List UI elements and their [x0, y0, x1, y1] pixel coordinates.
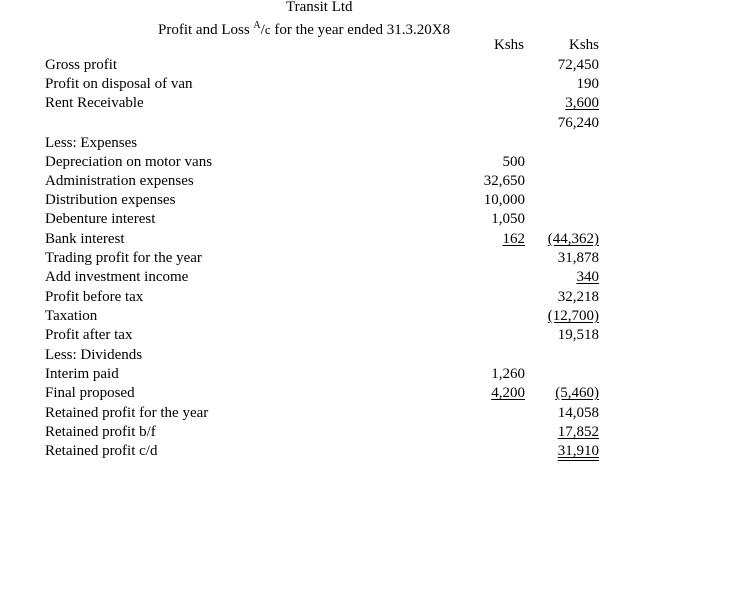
- row-label: Profit before tax: [45, 289, 144, 305]
- row-label: Debenture interest: [45, 211, 156, 227]
- statement-row: [45, 307, 605, 326]
- statement-row: [45, 210, 605, 229]
- row-value-col1: 500: [502, 154, 525, 170]
- statement-row: [45, 404, 605, 423]
- row-value-col2: (12,700): [547, 308, 599, 324]
- row-label: Trading profit for the year: [45, 250, 202, 266]
- row-label: Retained profit for the year: [45, 405, 209, 421]
- title-prefix: Profit and Loss: [158, 22, 254, 38]
- row-label: Profit on disposal of van: [45, 76, 193, 92]
- column-header-1: Kshs: [493, 37, 524, 53]
- company-name: Transit Ltd: [286, 0, 353, 15]
- row-label: Interim paid: [45, 366, 119, 382]
- row-value-col2: (5,460): [555, 385, 599, 401]
- row-value-col1: 4,200: [491, 385, 525, 401]
- row-value-col1: 1,050: [491, 211, 525, 227]
- row-label: Retained profit b/f: [45, 424, 156, 440]
- statement-row: [45, 56, 605, 75]
- statement-row: [45, 134, 605, 153]
- statement-row: [45, 288, 605, 307]
- title-superscript: A: [253, 20, 261, 31]
- row-value-col1: 32,650: [483, 173, 525, 189]
- row-value-col2: 17,852: [557, 424, 599, 440]
- statement-row: [45, 384, 605, 403]
- row-value-col2: 76,240: [557, 115, 599, 131]
- row-value-col2: 3,600: [565, 95, 599, 111]
- statement-row: [45, 172, 605, 191]
- row-value-col2: 31,910: [557, 443, 599, 459]
- statement-row: [45, 268, 605, 287]
- row-value-col2: (44,362): [547, 231, 599, 247]
- row-label: Less: Expenses: [45, 135, 138, 151]
- statement-row: [45, 442, 605, 461]
- row-value-col2: 340: [576, 269, 599, 285]
- row-label: Bank interest: [45, 231, 125, 247]
- row-label: Add investment income: [45, 269, 189, 285]
- row-label: Depreciation on motor vans: [45, 154, 213, 170]
- statement-row: [45, 153, 605, 172]
- row-label: Less: Dividends: [45, 347, 143, 363]
- statement-row: [45, 75, 605, 94]
- statement-row: [45, 230, 605, 249]
- statement-row: [45, 114, 605, 133]
- statement-row: [45, 94, 605, 113]
- row-label: Taxation: [45, 308, 98, 324]
- row-value-col2: 190: [576, 76, 599, 92]
- statement-row: [45, 365, 605, 384]
- row-value-col2: 19,518: [557, 327, 599, 343]
- row-value-col1: 162: [502, 231, 525, 247]
- row-value-col2: 32,218: [557, 289, 599, 305]
- row-label: Distribution expenses: [45, 192, 176, 208]
- row-label: Gross profit: [45, 57, 118, 73]
- row-label: Rent Receivable: [45, 95, 144, 111]
- statement-row: [45, 423, 605, 442]
- column-header-2: Kshs: [568, 37, 599, 53]
- row-label: Profit after tax: [45, 327, 133, 343]
- row-label: Retained profit c/d: [45, 443, 158, 459]
- row-value-col2: 72,450: [557, 57, 599, 73]
- row-label: Administration expenses: [45, 173, 194, 189]
- statement-row: [45, 191, 605, 210]
- row-value-col2: 31,878: [557, 250, 599, 266]
- row-value-col1: 10,000: [483, 192, 525, 208]
- row-value-col2: 14,058: [557, 405, 599, 421]
- title-suffix: for the year ended 31.3.20X8: [270, 22, 451, 38]
- statement-row: [45, 346, 605, 365]
- statement-row: [45, 326, 605, 345]
- title-slash: /: [260, 22, 265, 38]
- row-value-col1: 1,260: [491, 366, 525, 382]
- statement-title: [158, 16, 450, 40]
- row-label: Final proposed: [45, 385, 135, 401]
- statement-row: [45, 249, 605, 268]
- title-subscript: c: [264, 22, 271, 37]
